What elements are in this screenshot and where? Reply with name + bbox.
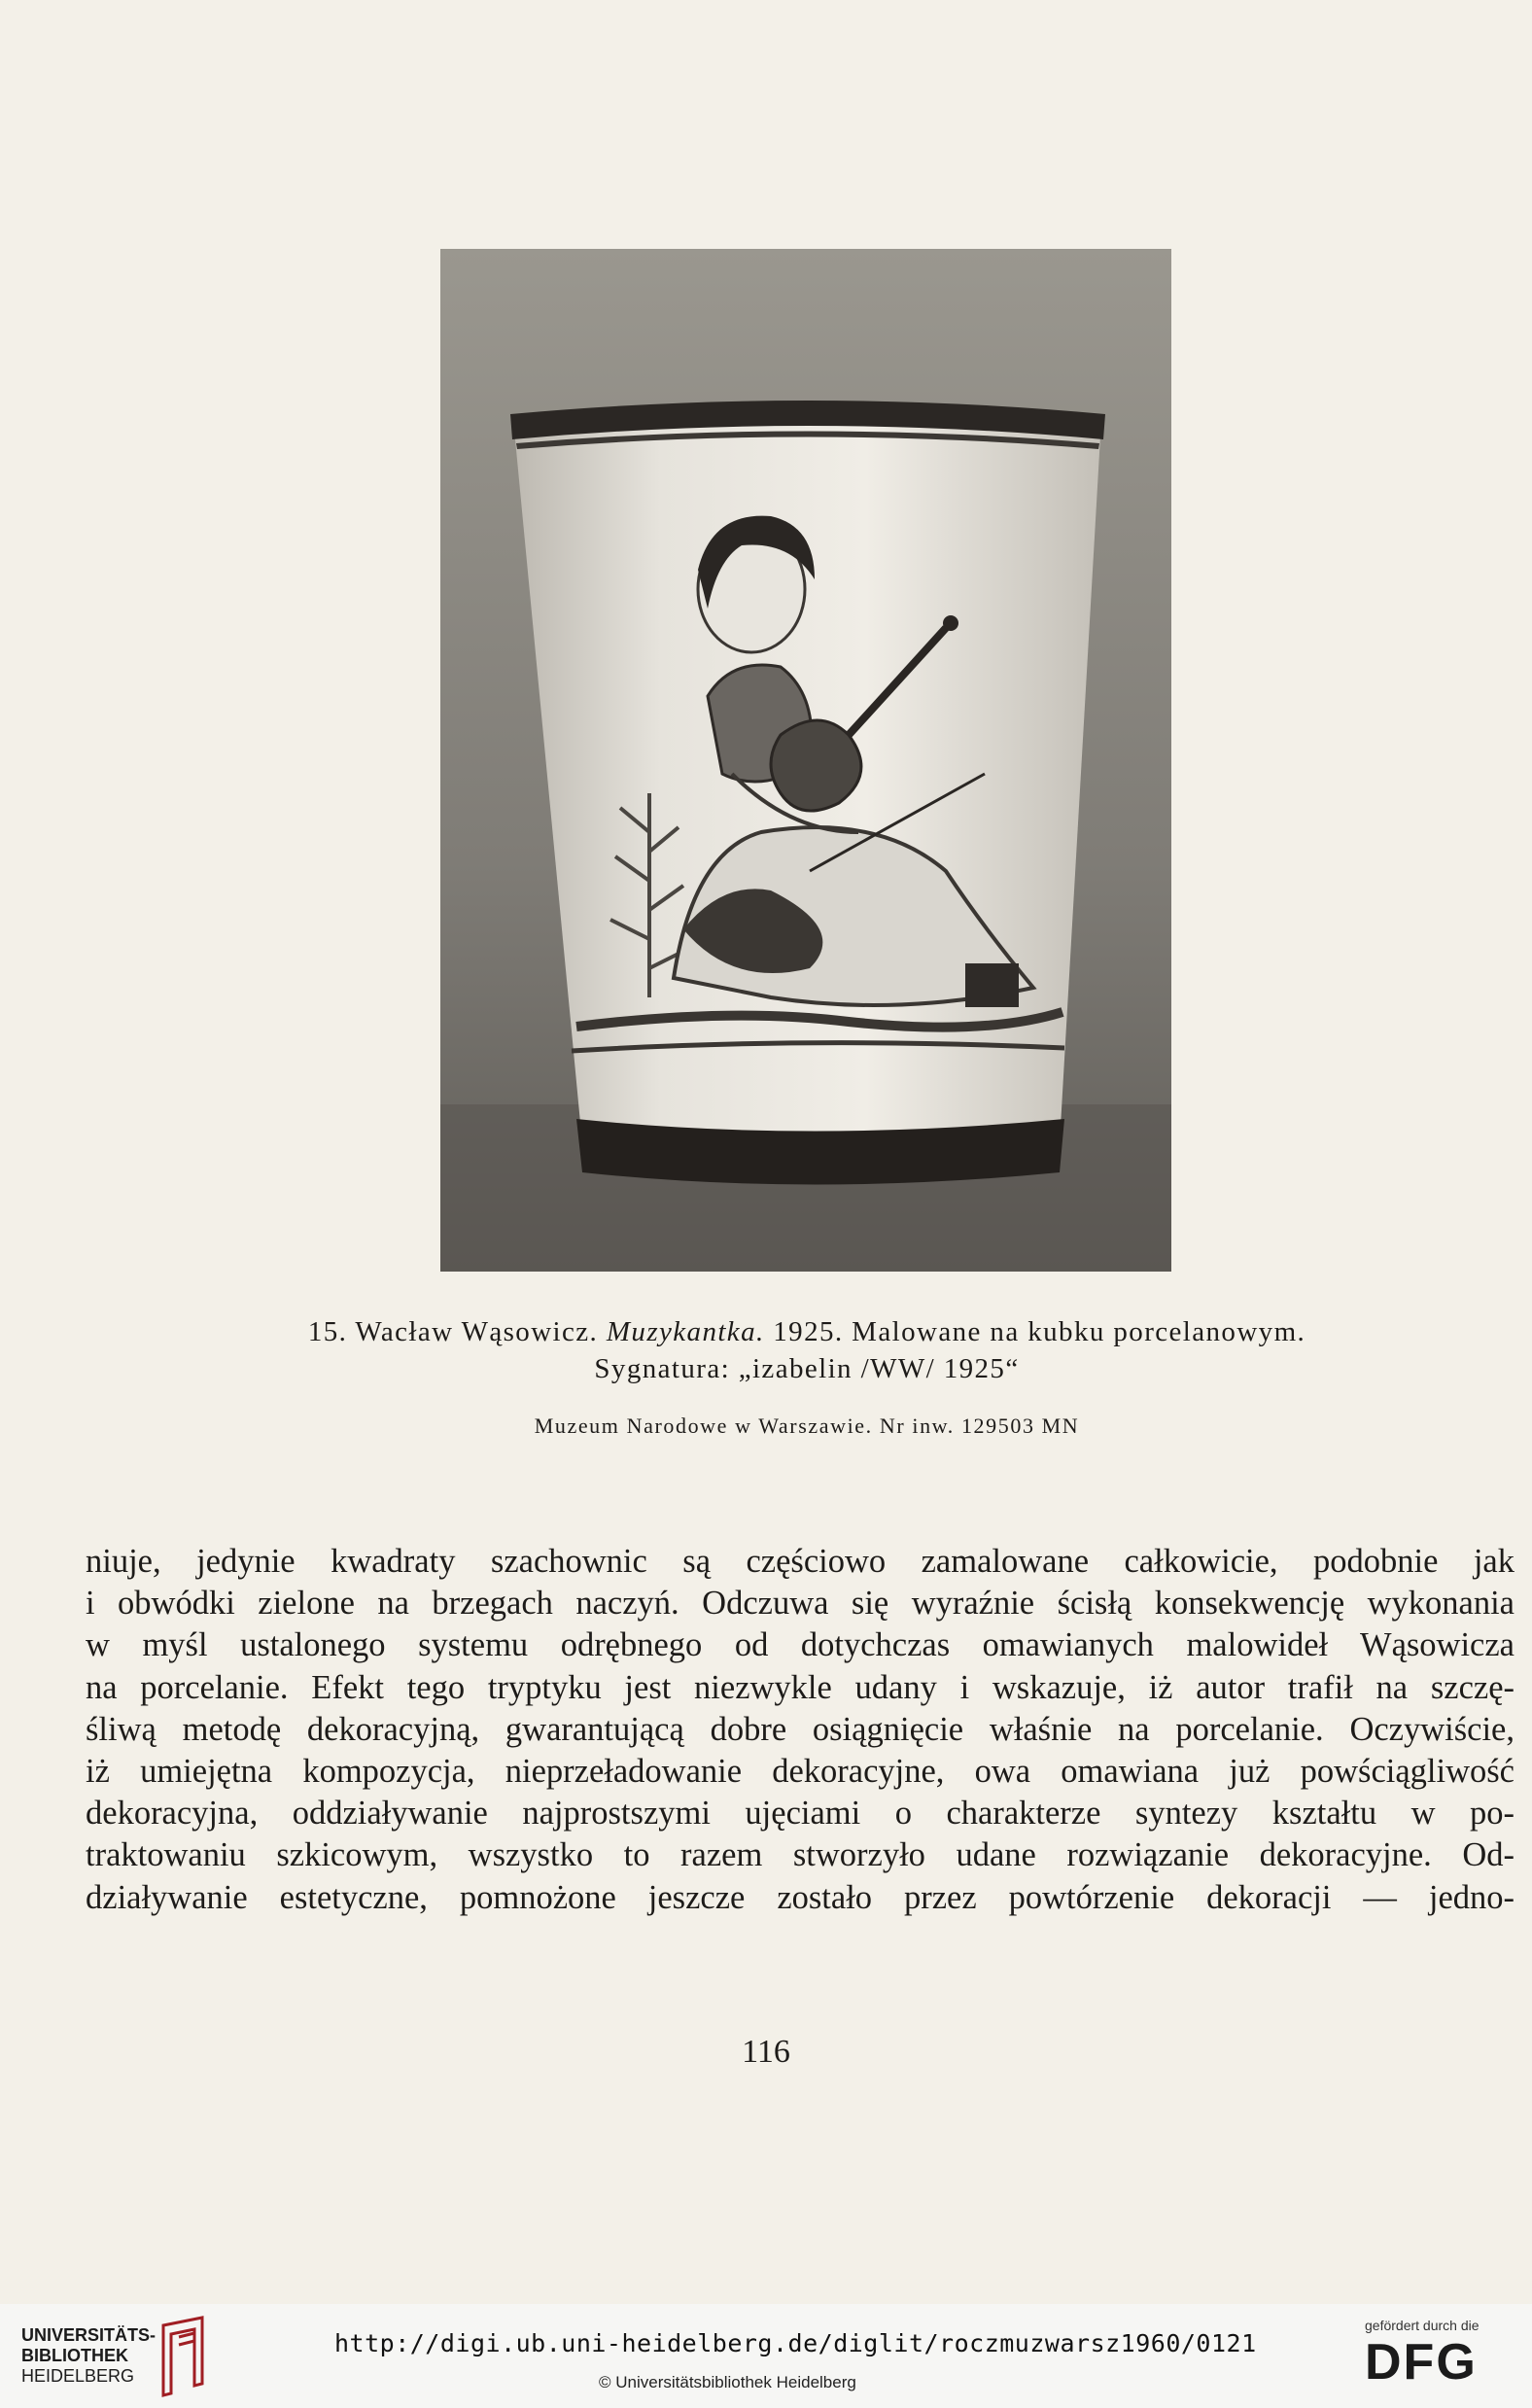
page-number: 116 <box>742 2034 790 2070</box>
body-line: w myśl ustalonego systemu odrębnego od dotychczas omawianych malowideł Wąsowicza <box>86 1626 1515 1664</box>
body-line: śliwą metodę dekoracyjną, gwarantującą dobre osiągnięcie właśnie na porcelanie. Oczywiście, <box>86 1710 1515 1748</box>
caption-title: Muzykantka. <box>606 1316 765 1347</box>
body-line: i obwódki zielone na brzegach naczyń. Odczuwa się wyraźnie ścisłą konsekwencję wykonania <box>86 1585 1515 1623</box>
library-line-1: UNIVERSITÄTS- <box>21 2325 157 2345</box>
caption-prefix: 15. Wacław Wąsowicz. <box>307 1316 607 1347</box>
body-line: iż umiejętna kompozycja, nieprzeładowanie dekoracyjne, owa omawiana już powściągliwość <box>86 1752 1515 1790</box>
permalink-url[interactable]: http://digi.ub.uni-heidelberg.de/diglit/roczmuzwarsz1960/0121 <box>334 2329 1257 2357</box>
museum-credit: Muzeum Narodowe w Warszawie. Nr inw. 129503 MN <box>534 1413 1080 1438</box>
library-line-3: HEIDELBERG <box>21 2366 135 2386</box>
digitization-footer <box>0 2304 1532 2408</box>
body-paragraph <box>86 1541 1515 1919</box>
body-line: dekoracyjna, oddziaływanie najprostszymi ujęciami o charakterze syntezy kształtu w po- <box>86 1795 1515 1832</box>
library-name <box>21 2325 156 2387</box>
caption-suffix: 1925. Malowane na kubku porcelanowym. <box>764 1316 1306 1347</box>
figure-caption <box>175 1314 1439 1349</box>
figure-photograph <box>440 249 1171 1272</box>
body-line: traktowaniu szkicowym, wszystko to razem stworzyło udane rozwiązanie dekoracyjne. Od- <box>86 1836 1515 1874</box>
body-line: działywanie estetyczne, pomnożone jeszcze zostało przez powtórzenie dekoracji — jedno- <box>86 1878 1515 1916</box>
library-line-2: BIBLIOTHEK <box>21 2346 128 2365</box>
copyright-notice: © Universitätsbibliothek Heidelberg <box>599 2373 856 2391</box>
body-line: niuje, jedynie kwadraty szachownic są częściowo zamalowane całkowicie, podobnie jak <box>86 1543 1515 1580</box>
library-logo-icon <box>156 2316 214 2402</box>
figure-signature: Sygnatura: „izabelin /WW/ 1925“ <box>594 1353 1020 1384</box>
body-line: na porcelanie. Efekt tego tryptyku jest niezwykle udany i wskazuje, iż autor trafił na szczę- <box>86 1668 1515 1706</box>
dfg-logo: DFG <box>1365 2334 1478 2391</box>
funding-label: gefördert durch die <box>1365 2318 1480 2333</box>
